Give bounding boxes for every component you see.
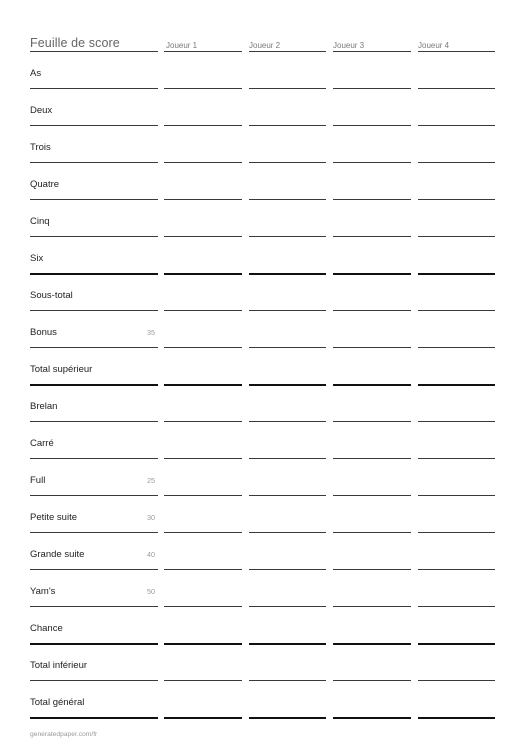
row-label: Cinq — [30, 216, 50, 227]
score-row — [0, 533, 530, 570]
score-row — [0, 200, 530, 237]
row-label: Trois — [30, 142, 51, 153]
score-row — [0, 644, 530, 681]
row-label: Six — [30, 253, 44, 264]
score-cell-player-3[interactable] — [333, 717, 411, 719]
score-cell-player-1[interactable] — [164, 717, 242, 719]
score-row — [0, 459, 530, 496]
row-line-label — [30, 717, 158, 719]
row-label: Full — [30, 475, 46, 486]
score-row — [0, 496, 530, 533]
score-cell-player-4[interactable] — [418, 717, 495, 719]
player-1-header: Joueur 1 — [166, 41, 198, 50]
row-label: Sous-total — [30, 290, 73, 301]
score-row — [0, 607, 530, 644]
row-points: 25 — [147, 476, 155, 485]
footer-source-text: generatedpaper.com/fr — [30, 731, 98, 738]
score-row — [0, 570, 530, 607]
row-label: Bonus — [30, 327, 57, 338]
score-row — [0, 52, 530, 89]
score-row — [0, 348, 530, 385]
player-2-header: Joueur 2 — [249, 41, 281, 50]
row-label: Total supérieur — [30, 364, 93, 375]
score-row — [0, 274, 530, 311]
row-points: 40 — [147, 550, 155, 559]
score-row — [0, 89, 530, 126]
row-label: Petite suite — [30, 512, 77, 523]
score-row — [0, 163, 530, 200]
score-row — [0, 237, 530, 274]
row-label: Total général — [30, 697, 85, 708]
row-label: As — [30, 68, 42, 79]
row-label: Grande suite — [30, 549, 85, 560]
player-3-header: Joueur 3 — [333, 41, 365, 50]
score-row — [0, 681, 530, 718]
row-label: Carré — [30, 438, 54, 449]
row-points: 35 — [147, 328, 155, 337]
score-row — [0, 311, 530, 348]
score-cell-player-2[interactable] — [249, 717, 326, 719]
sheet-title: Feuille de score — [30, 36, 120, 50]
row-label: Total inférieur — [30, 660, 88, 671]
row-label: Quatre — [30, 179, 60, 190]
row-label: Yam's — [30, 586, 56, 597]
score-row — [0, 422, 530, 459]
row-label: Deux — [30, 105, 53, 116]
row-label: Chance — [30, 623, 63, 634]
score-row — [0, 385, 530, 422]
score-row — [0, 126, 530, 163]
row-points: 30 — [147, 513, 155, 522]
row-label: Brelan — [30, 401, 58, 412]
player-4-header: Joueur 4 — [418, 41, 450, 50]
row-points: 50 — [147, 587, 155, 596]
